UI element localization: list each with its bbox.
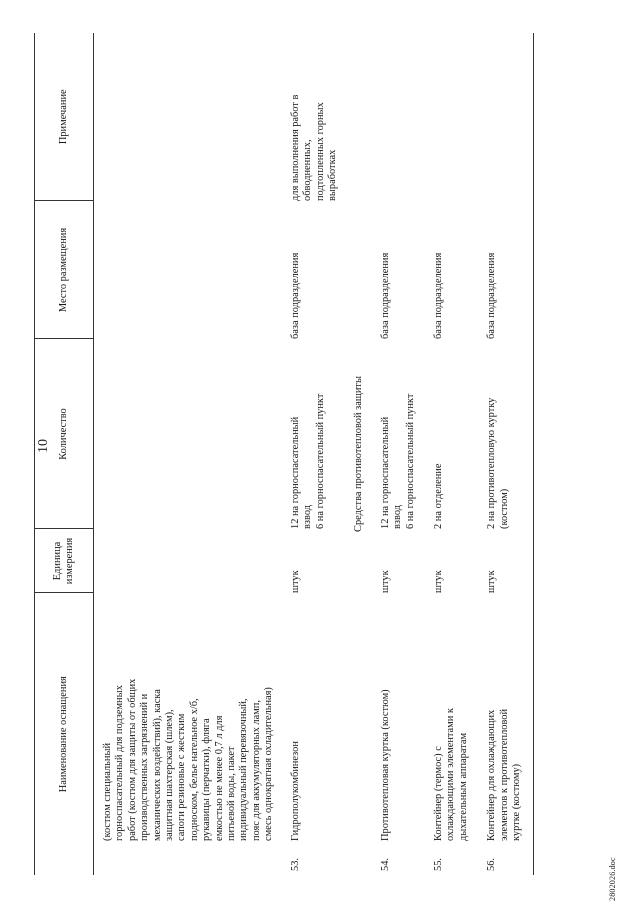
table-row-54 bbox=[374, 33, 427, 875]
row-place: база подразделения bbox=[432, 252, 444, 339]
equipment-table bbox=[34, 33, 534, 875]
row-name: Противотепловая куртка (костюм) bbox=[379, 689, 391, 841]
row-quantity: 2 на отделение bbox=[432, 463, 444, 529]
row-unit: штук bbox=[432, 570, 444, 593]
row-quantity: 12 на горноспасательный взвод 6 на горноспасательный пункт bbox=[379, 393, 416, 529]
table-row-continuation bbox=[94, 33, 284, 875]
header-note: Примечание bbox=[35, 33, 94, 201]
header-place: Место размещения bbox=[35, 201, 94, 339]
row-note: для выполнения работ в обводненных, подтопленных горных выработках bbox=[289, 94, 338, 201]
row-number: 54. bbox=[379, 858, 391, 871]
continuation-note bbox=[94, 33, 284, 201]
row-number: 55. bbox=[432, 858, 444, 871]
section-title: Средства противотепловой защиты bbox=[353, 376, 365, 532]
header-unit: Единица измерения bbox=[35, 529, 94, 593]
section-row bbox=[349, 33, 373, 875]
row-place: база подразделения bbox=[289, 252, 301, 339]
row-quantity: 12 на горноспасательный взвод 6 на горноспасательный пункт bbox=[289, 393, 326, 529]
row-name: Контейнер (термос) с охлаждающими элементами к дыхательным аппаратам bbox=[432, 708, 469, 841]
row-place: база подразделения bbox=[480, 201, 534, 339]
continuation-text: (костюм специальный горноспасательный для подземных работ (костюм для защиты от общих производственных загрязнений и механических воздействий), каска защитная шахтерская (шлем), сапоги резиновые с жестким подноском, белье нательное х/б, рукавицы (перчатки), фляга емкостью не менее 0,7 л для питьевой воды, пакет индивидуальный перевязочный, пояс для аккумуляторных ламп, смесь однократная охладительная) bbox=[102, 678, 275, 841]
table-row-55 bbox=[427, 33, 480, 875]
header-quantity: Количество bbox=[35, 339, 94, 529]
row-quantity: 2 на противотепловую куртку (костюм) bbox=[480, 339, 534, 529]
table-header-row bbox=[35, 33, 94, 875]
row-unit: штук bbox=[480, 529, 534, 593]
row-name: Гидрополукомбинезон bbox=[289, 741, 301, 841]
row-unit: штук bbox=[379, 570, 391, 593]
document-code: 2802026.doc bbox=[608, 857, 617, 901]
row-name: Контейнер для охлаждающих элементов к противотепловой куртке (костюму) bbox=[486, 708, 522, 841]
table-row-53 bbox=[284, 33, 350, 875]
page-number: 10 bbox=[36, 439, 51, 453]
table-row-56 bbox=[480, 33, 534, 875]
row-number: 53. bbox=[289, 858, 301, 871]
row-number: 56. bbox=[486, 858, 498, 871]
row-place: база подразделения bbox=[379, 252, 391, 339]
row-unit: штук bbox=[289, 570, 301, 593]
header-name: Наименование оснащения bbox=[35, 593, 94, 875]
